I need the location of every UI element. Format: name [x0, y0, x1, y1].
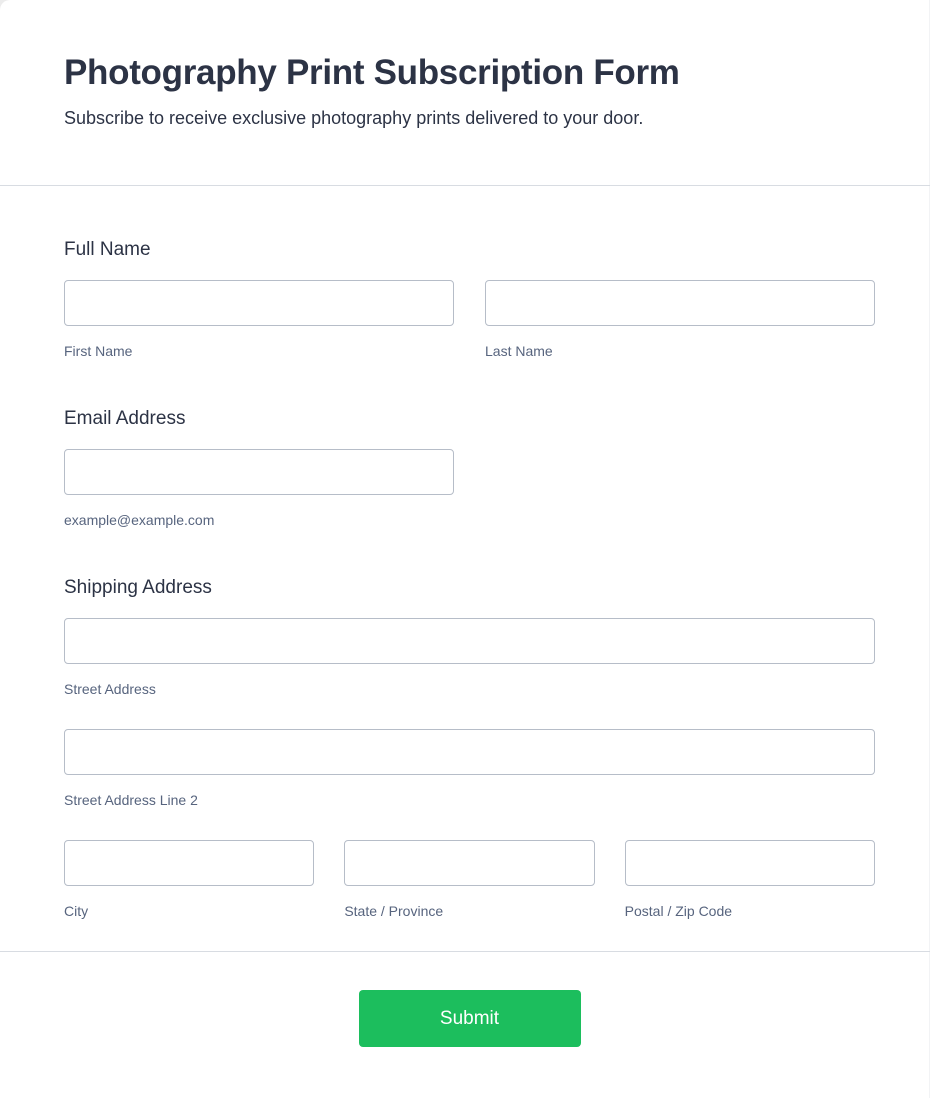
- email-sublabel: example@example.com: [64, 512, 215, 528]
- header-divider: [0, 185, 930, 186]
- state-field-wrap: [344, 840, 594, 919]
- email-row: [64, 449, 875, 528]
- state-input[interactable]: [344, 840, 594, 886]
- form-body: [0, 238, 930, 919]
- question-email: [64, 407, 875, 528]
- first-name-sublabel: First Name: [64, 343, 133, 359]
- shipping-address-label: Shipping Address: [64, 577, 212, 598]
- first-name-field-wrap: [64, 280, 454, 359]
- page-subtitle: Subscribe to receive exclusive photography prints delivered to your door.: [64, 108, 644, 128]
- city-state-postal-row: [64, 840, 875, 919]
- submit-row: [0, 952, 930, 1047]
- street-address2-sublabel: Street Address Line 2: [64, 792, 198, 808]
- question-shipping-address: [64, 576, 875, 919]
- city-sublabel: City: [64, 903, 89, 919]
- street-address-field-wrap: [64, 618, 875, 697]
- first-name-input[interactable]: [64, 280, 454, 326]
- page-title: Photography Print Subscription Form: [64, 53, 680, 92]
- street-address2-input[interactable]: [64, 729, 875, 775]
- postal-sublabel: Postal / Zip Code: [624, 903, 733, 919]
- last-name-sublabel: Last Name: [485, 343, 553, 359]
- city-input[interactable]: [64, 840, 314, 886]
- email-input[interactable]: [64, 449, 454, 495]
- question-full-name: [64, 238, 875, 359]
- city-field-wrap: [64, 840, 314, 919]
- street-address-sublabel: Street Address: [64, 681, 156, 697]
- postal-input[interactable]: [625, 840, 875, 886]
- form-header: [0, 0, 930, 130]
- street-address2-field-wrap: [64, 729, 875, 808]
- street-address-input[interactable]: [64, 618, 875, 664]
- full-name-label: Full Name: [64, 239, 151, 260]
- last-name-input[interactable]: [485, 280, 875, 326]
- postal-field-wrap: [625, 840, 875, 919]
- full-name-row: [64, 280, 875, 359]
- email-field-wrap: [64, 449, 454, 528]
- last-name-field-wrap: [485, 280, 875, 359]
- submit-button[interactable]: Submit: [359, 990, 581, 1047]
- email-label: Email Address: [64, 408, 186, 429]
- state-sublabel: State / Province: [344, 903, 444, 919]
